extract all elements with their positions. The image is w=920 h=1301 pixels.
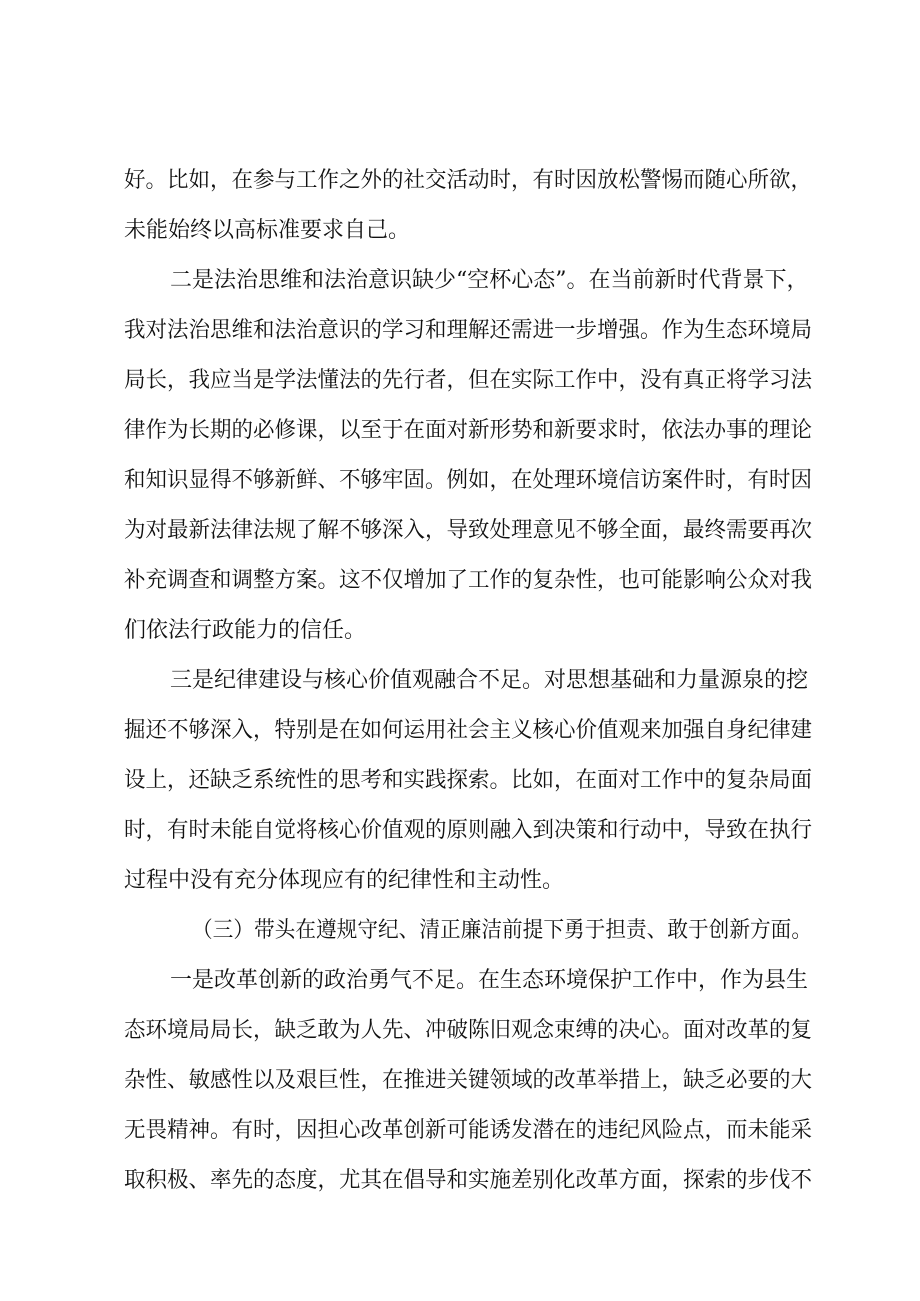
line-text: 局长，我应当是学法懂法的先行者，但在实际工作中，没有真正将学习法 [124,368,813,393]
line-text: 为对最新法律法规了解不够深入，导致处理意见不够全面，最终需要再次 [124,518,813,543]
text-line [0,413,920,449]
line-text: 掘还不够深入，特别是在如何运用社会主义核心价值观来加强自身纪律建 [124,718,813,743]
text-line [0,563,920,599]
text-line [0,1063,920,1099]
line-text: 补充调查和调整方案。这不仅增加了工作的复杂性，也可能影响公众对我 [124,568,813,593]
line-text: 未能始终以高标准要求自己。 [124,218,411,243]
text-line [0,763,920,799]
line-text: 三是纪律建设与核心价值观融合不足。对思想基础和力量源泉的挖 [170,668,809,693]
text-line [0,613,920,649]
line-text: 过程中没有充分体现应有的纪律性和主动性。 [124,868,565,893]
text-line [0,1113,920,1149]
line-text: 无畏精神。有时，因担心改革创新可能诱发潜在的违纪风险点，而未能采 [124,1118,813,1143]
line-text: 取积极、率先的态度，尤其在倡导和实施差别化改革方面，探索的步伐不 [124,1168,813,1193]
text-line [0,463,920,499]
line-text: 态环境局局长，缺乏敢为人先、冲破陈旧观念束缚的决心。面对改革的复 [124,1018,813,1043]
paragraph-first-line [0,263,920,299]
line-text: 设上，还缺乏系统性的思考和实践探索。比如，在面对工作中的复杂局面 [124,768,813,793]
text-line [0,713,920,749]
text-line [0,513,920,549]
section-heading [0,913,920,949]
text-line [0,163,920,199]
text-line [0,863,920,899]
line-text: 好。比如，在参与工作之外的社交活动时，有时因放松警惕而随心所欲， [124,168,813,193]
line-text: 一是改革创新的政治勇气不足。在生态环境保护工作中，作为县生 [170,968,809,993]
text-line [0,1013,920,1049]
paragraph-first-line [0,963,920,999]
text-line [0,813,920,849]
line-text: 律作为长期的必修课，以至于在面对新形势和新要求时，依法办事的理论 [124,418,813,443]
text-line [0,1163,920,1199]
text-line [0,363,920,399]
line-text: 们依法行政能力的信任。 [124,618,367,643]
line-text: （三）带头在遵规守纪、清正廉洁前提下勇于担责、敢于创新方面。 [192,918,813,943]
text-line [0,213,920,249]
line-text: 二是法治思维和法治意识缺少“空杯心态”。在当前新时代背景下， [170,268,809,293]
line-text: 杂性、敏感性以及艰巨性，在推进关键领域的改革举措上，缺乏必要的大 [124,1068,813,1093]
text-line [0,313,920,349]
line-text: 时，有时未能自觉将核心价值观的原则融入到决策和行动中，导致在执行 [124,818,813,843]
line-text: 和知识显得不够新鲜、不够牢固。例如，在处理环境信访案件时，有时因 [124,468,813,493]
paragraph-first-line [0,663,920,699]
line-text: 我对法治思维和法治意识的学习和理解还需进一步增强。作为生态环境局 [124,318,813,343]
